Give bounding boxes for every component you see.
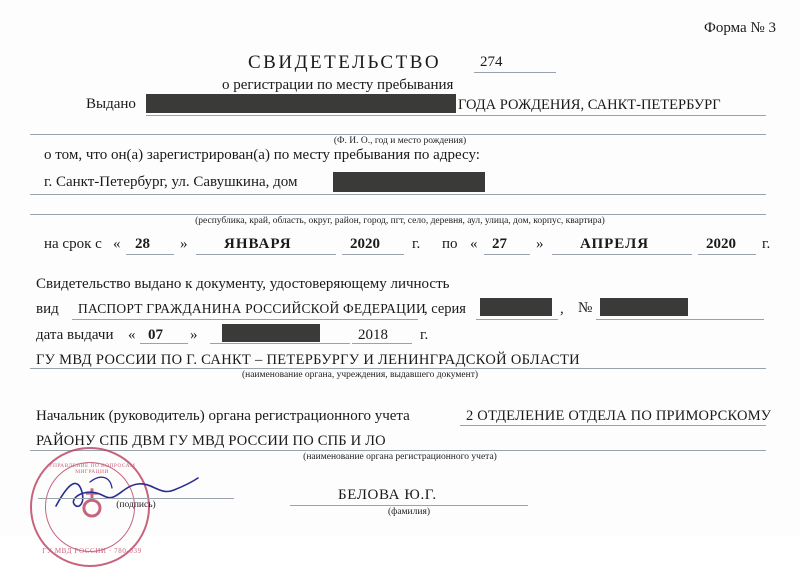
identity-issue-day-underline <box>140 343 188 344</box>
identity-issue-day: 07 <box>148 327 163 343</box>
identity-intro: Свидетельство выдано к документу, удостоверяющему личность <box>36 276 450 292</box>
identity-issue-g: г. <box>420 327 429 343</box>
official-value-line2: РАЙОНУ СПБ ДВМ ГУ МВД РОССИИ ПО СПБ И ЛО <box>36 433 386 449</box>
official-value-line1: 2 ОТДЕЛЕНИЕ ОТДЕЛА ПО ПРИМОРСКОМУ <box>466 408 772 424</box>
term-to-label: по <box>442 236 458 252</box>
quote-close-2: » <box>536 236 544 252</box>
identity-type-label: вид <box>36 301 59 317</box>
identity-authority-underline <box>30 368 766 369</box>
quote-open-2: « <box>470 236 478 252</box>
identity-issue-month-redaction <box>222 324 320 342</box>
official-caption: (наименование органа регистрационного учета) <box>303 452 497 462</box>
signature-underline <box>38 498 234 499</box>
page-title: СВИДЕТЕЛЬСТВО <box>248 52 442 73</box>
quote-open-3: « <box>128 327 136 343</box>
term-day-from-underline <box>126 254 174 255</box>
quote-close-3: » <box>190 327 198 343</box>
term-g-to: г. <box>762 236 771 252</box>
issued-to-underline <box>146 115 766 116</box>
address-underline-2 <box>30 214 766 215</box>
term-month-to: АПРЕЛЯ <box>580 236 650 252</box>
term-day-from: 28 <box>135 236 150 252</box>
identity-issue-year-underline <box>352 343 412 344</box>
term-month-from: ЯНВАРЯ <box>224 236 292 252</box>
term-month-from-underline <box>196 254 336 255</box>
birth-place-text: ГОДА РОЖДЕНИЯ, САНКТ-ПЕТЕРБУРГ <box>458 97 721 113</box>
term-day-to-underline <box>484 254 530 255</box>
term-year-to: 2020 <box>706 236 736 252</box>
issued-to-label: Выдано <box>86 96 136 112</box>
stamp-bottom-text: ГУ МВД РОССИИ · 780-039 <box>42 547 142 555</box>
official-underline-2 <box>30 450 766 451</box>
registration-statement: о том, что он(а) зарегистрирован(а) по месту пребывания по адресу: <box>44 147 480 163</box>
surname-caption: (фамилия) <box>388 507 430 517</box>
identity-number-label: № <box>578 300 593 316</box>
form-number: Форма № 3 <box>704 20 776 36</box>
term-day-to: 27 <box>492 236 507 252</box>
identity-issue-year: 2018 <box>358 327 388 343</box>
term-year-to-underline <box>698 254 756 255</box>
identity-issue-date-label: дата выдачи <box>36 327 114 343</box>
identity-type-underline <box>72 319 418 320</box>
official-surname: БЕЛОВА Ю.Г. <box>338 487 437 503</box>
fio-line <box>30 134 766 135</box>
identity-series-underline <box>476 319 558 320</box>
page-subtitle: о регистрации по месту пребывания <box>222 77 454 93</box>
certificate-number-underline <box>474 72 556 73</box>
term-g-from: г. <box>412 236 421 252</box>
address-caption: (республика, край, область, округ, район, город, пгт, село, деревня, аул, улица, дом, корпус, квартира) <box>195 216 605 226</box>
quote-close-1: » <box>180 236 188 252</box>
term-from-label: на срок с <box>44 236 102 252</box>
term-year-from-underline <box>342 254 404 255</box>
identity-authority: ГУ МВД РОССИИ ПО Г. САНКТ – ПЕТЕРБУРГУ И ЛЕНИНГРАДСКОЙ ОБЛАСТИ <box>36 352 580 368</box>
issued-to-redaction <box>146 94 456 113</box>
quote-open-1: « <box>113 236 121 252</box>
term-month-to-underline <box>552 254 692 255</box>
address-redaction <box>333 172 485 192</box>
stamp-top-text: УПРАВЛЕНИЕ ПО ВОПРОСАМ МИГРАЦИИ <box>48 463 136 475</box>
identity-series-label: , серия <box>424 301 466 317</box>
certificate-number: 274 <box>480 54 503 70</box>
identity-number-underline <box>596 319 764 320</box>
address-underline-1 <box>30 194 766 195</box>
surname-underline <box>290 505 528 506</box>
eagle-emblem-icon: ♁ <box>79 488 105 525</box>
official-label: Начальник (руководитель) органа регистрационного учета <box>36 408 410 424</box>
identity-type-value: ПАСПОРТ ГРАЖДАНИНА РОССИЙСКОЙ ФЕДЕРАЦИИ <box>78 301 426 316</box>
signature-caption: (подпись) <box>116 500 156 510</box>
fio-caption: (Ф. И. О., год и место рождения) <box>333 136 467 146</box>
term-year-from: 2020 <box>350 236 380 252</box>
identity-series-redaction <box>480 298 552 316</box>
identity-authority-caption: (наименование органа, учреждения, выдавшего документ) <box>241 370 479 380</box>
address-text: г. Санкт-Петербург, ул. Савушкина, дом <box>44 174 298 190</box>
identity-series-comma: , <box>560 301 564 317</box>
identity-number-redaction <box>600 298 688 316</box>
official-underline-1 <box>460 425 766 426</box>
identity-issue-month-underline <box>210 343 350 344</box>
